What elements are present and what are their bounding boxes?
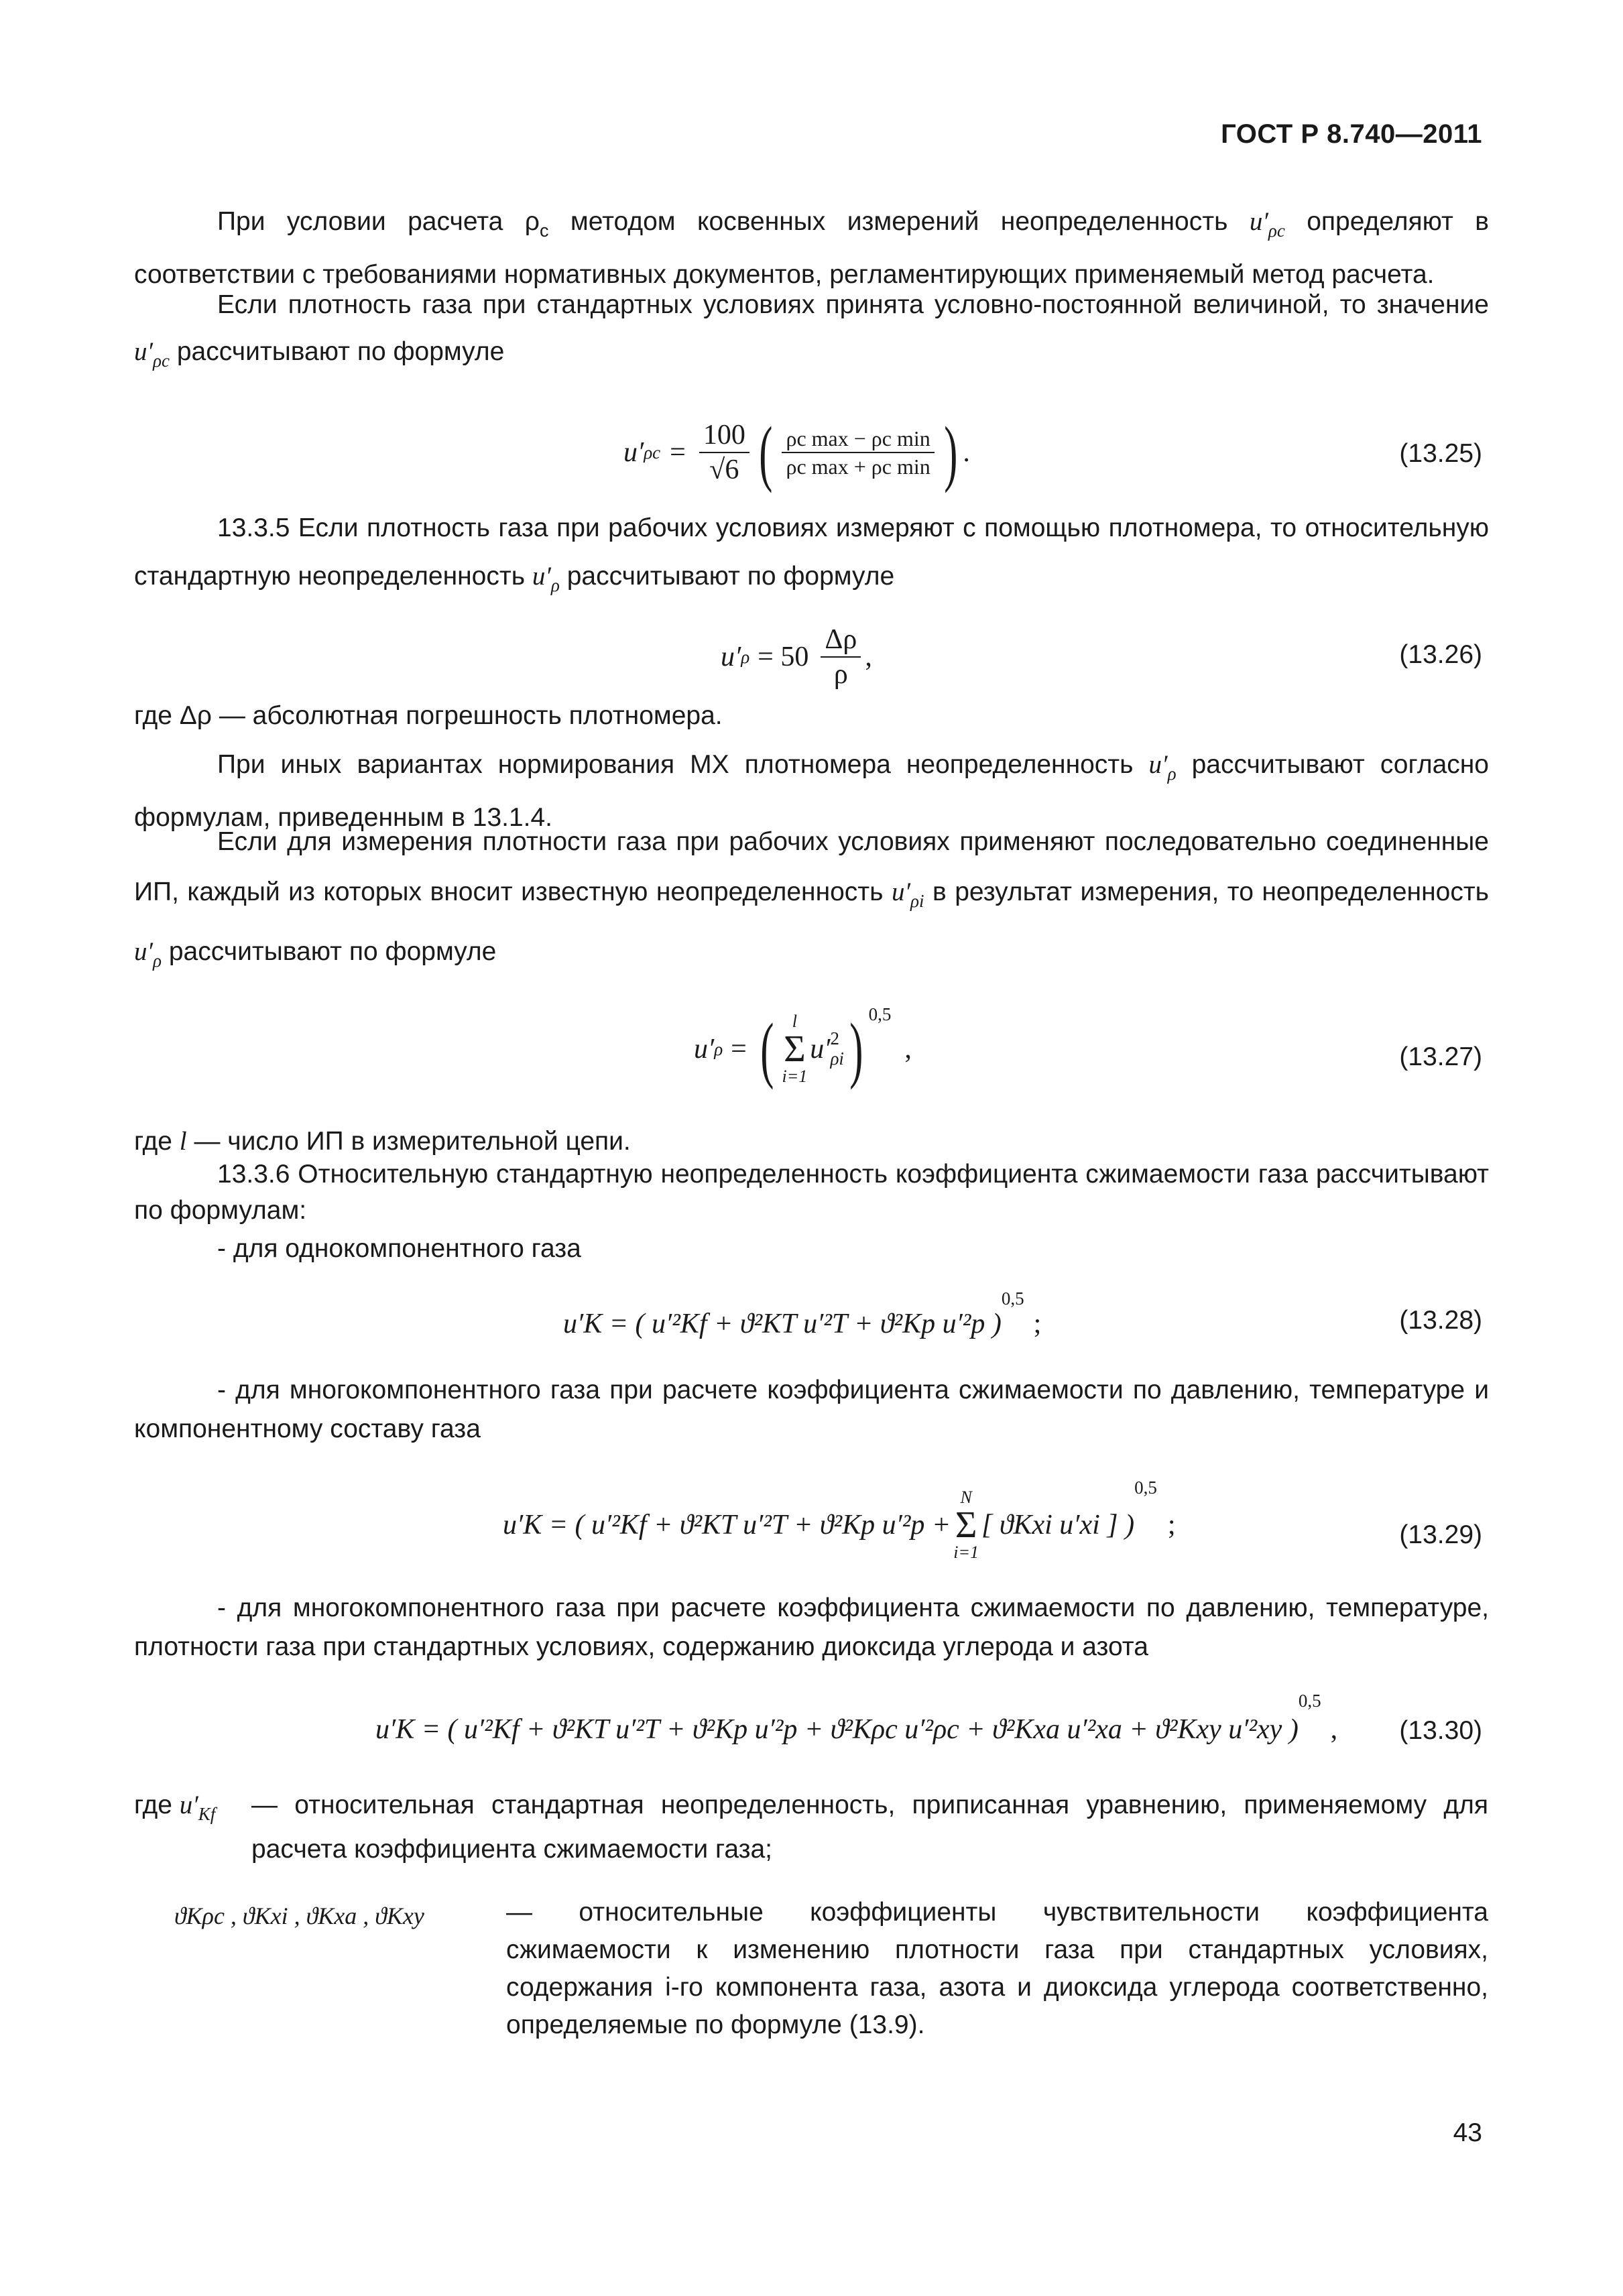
symbol-l: l — [179, 1127, 187, 1156]
equation-13-30 — [375, 1689, 1337, 1770]
numerator: ρс max − ρс min — [782, 428, 934, 453]
eq-sign: = 50 — [758, 642, 809, 672]
sum-term: u′ — [810, 1034, 831, 1065]
text: рассчитывают по формуле — [559, 562, 895, 591]
paragraph-4: где Δρ — абсолютная погрешность плотномера. — [134, 701, 723, 730]
fraction — [821, 625, 861, 688]
power: 0,5 — [1001, 1288, 1024, 1309]
page-number: 43 — [1453, 2118, 1482, 2147]
eq-number-13-30: (13.30) — [1399, 1716, 1482, 1745]
text: При условии расчета — [217, 207, 525, 236]
right-paren: ) — [943, 412, 958, 493]
text: Если плотность газа при стандартных условиях принята условно-постоянной величиной, то значение — [217, 290, 1489, 319]
eq-lhs: u′ — [694, 1034, 715, 1065]
paragraph-11: - для многокомпонентного газа при расчете коэффициента сжимаемости по давлению, температуре, плотности газа при стандартных условиях, содержанию диоксида углерода и азота — [134, 1593, 1489, 1661]
eq-number-13-27: (13.27) — [1399, 1042, 1482, 1071]
symbol-u: u′ — [1148, 750, 1168, 779]
eq-body: u′K = ( u′²Kf + ϑ²KT u′²T + ϑ²Kp u′²p + — [503, 1510, 951, 1540]
power: 0,5 — [868, 1004, 892, 1024]
eq-tail: . — [963, 437, 970, 468]
standard-header: ГОСТ Р 8.740—2011 — [1221, 119, 1482, 149]
symbol-u: u′ — [179, 1791, 198, 1819]
definition-2-symbols: ϑKρс , ϑKxi , ϑKxa , ϑKxy — [174, 1902, 424, 1929]
equation-13-25 — [623, 409, 970, 496]
subscript: ρс — [1268, 221, 1285, 241]
inner-fraction — [782, 428, 934, 477]
equation-13-29 — [503, 1475, 1176, 1575]
text: рассчитывают согласно формулам, приведенным в 13.1.4. — [134, 750, 1489, 832]
definition-1-text: — относительная стандартная неопределенность, приписанная уравнению, применяемому для расчета коэффициента сжимаемости газа; — [251, 1791, 1488, 1864]
power: 0,5 — [1134, 1477, 1157, 1498]
denominator: √6 — [709, 455, 739, 485]
numerator: Δρ — [821, 625, 861, 658]
subscript: с — [539, 221, 549, 241]
eq-lhs-sub: ρ — [741, 646, 750, 667]
equation-13-26 — [721, 620, 872, 694]
right-paren: ) — [849, 1008, 863, 1090]
eq-lhs: u′ — [623, 437, 644, 468]
superscript: 2 — [830, 1028, 839, 1049]
sum-upper: l — [792, 1012, 797, 1031]
text: в результат измерения, то неопределенность — [924, 878, 1489, 906]
subscript: ρ — [550, 575, 560, 595]
subscript: ρi — [910, 891, 924, 911]
eq-number-13-29: (13.29) — [1399, 1520, 1482, 1549]
definition-where-label — [134, 1783, 215, 1836]
eq-tail: , — [865, 642, 872, 672]
eq-number-13-26: (13.26) — [1399, 640, 1482, 669]
text: рассчитывают по формуле — [162, 937, 497, 966]
paragraph-10: - для многокомпонентного газа при расчете коэффициента сжимаемости по давлению, температуре и компонентному составу газа — [134, 1376, 1489, 1443]
eq-number-13-25: (13.25) — [1399, 439, 1482, 468]
paragraph-8: 13.3.6 Относительную стандартную неопределенность коэффициента сжимаемости газа рассчитывают по формулам: — [134, 1160, 1489, 1225]
sum-upper: N — [960, 1488, 972, 1507]
equation-13-27 — [694, 999, 912, 1099]
denominator: ρ — [833, 659, 848, 690]
text: При иных вариантах нормирования МХ плотномера неопределенность — [217, 750, 1149, 779]
summation — [953, 1489, 979, 1561]
paragraph-9: - для однокомпонентного газа — [217, 1234, 581, 1263]
eq-lhs: u′ — [721, 642, 741, 672]
eq-tail: , — [904, 1034, 912, 1065]
paragraph-2 — [134, 282, 1489, 384]
text: — число ИП в измерительной цепи. — [186, 1127, 631, 1156]
text: определяют в соответствии с требованиями нормативных документов, регламентирующих применяемый метод расчета. — [134, 207, 1489, 289]
paragraph-3 — [134, 504, 1489, 609]
subscript: ρ — [153, 951, 162, 971]
numerator: 100 — [699, 421, 749, 453]
eq-body: u′K = ( u′²Kf + ϑ²KT u′²T + ϑ²Kp u′²p ) — [563, 1309, 1002, 1339]
eq-lhs-sub: ρс — [644, 442, 661, 463]
left-paren: ( — [760, 1008, 774, 1090]
denominator: ρс max + ρс min — [786, 455, 930, 479]
symbol-u: u′ — [134, 937, 154, 966]
term-indices — [830, 1029, 843, 1069]
summation — [782, 1013, 807, 1085]
text: где — [134, 1127, 180, 1156]
eq-sign: = — [731, 1034, 747, 1065]
fraction — [699, 421, 749, 484]
symbol-u: u′ — [532, 562, 551, 591]
equation-13-28 — [563, 1287, 1041, 1361]
text: 13.3.5 Если плотность газа при рабочих условиях измеряют с помощью плотномера, то относительную стандартную неопределенность — [134, 513, 1489, 591]
eq-tail: , — [1330, 1714, 1338, 1745]
eq-lhs-sub: ρ — [714, 1038, 723, 1059]
eq-sign: = — [670, 437, 686, 468]
definition-2-text: — относительные коэффициенты чувствительности коэффициента сжимаемости к изменению плотности газа при стандартных условиях, содержания i-го компонента газа, азота и диоксида углерода соответственно, определяемые по формуле (13.9). — [506, 1898, 1488, 2039]
subscript: ρi — [830, 1048, 844, 1069]
sigma: Σ — [784, 1028, 806, 1070]
subscript: Kf — [198, 1804, 216, 1824]
sum-lower: i=1 — [782, 1067, 808, 1086]
symbol-u: u′ — [1249, 207, 1268, 236]
eq-tail: ; — [1167, 1510, 1176, 1540]
symbol-u: u′ — [891, 878, 911, 906]
sigma: Σ — [955, 1504, 977, 1546]
eq-body: u′K = ( u′²Kf + ϑ²KT u′²T + ϑ²Kp u′²p + ϑ²Kρс u′²ρс + ϑ²Kxa u′²xa + ϑ²Kxy u′²xy ) — [375, 1714, 1299, 1745]
symbol-rho: ρ — [524, 207, 540, 236]
text: Если для измерения плотности газа при рабочих условиях применяют последовательно соединенные ИП, каждый из которых вносит известную неопределенность — [134, 827, 1489, 906]
eq-number-13-28: (13.28) — [1399, 1306, 1482, 1335]
subscript: ρс — [153, 351, 170, 371]
paragraph-6 — [134, 817, 1489, 986]
text: где — [134, 1791, 172, 1819]
eq-tail: ; — [1033, 1309, 1042, 1339]
symbol-u: u′ — [134, 337, 154, 366]
eq-body: [ ϑKxi u′xi ] ) — [981, 1510, 1135, 1540]
sum-lower: i=1 — [953, 1543, 979, 1562]
power: 0,5 — [1298, 1691, 1321, 1711]
text: рассчитывают по формуле — [169, 337, 505, 366]
left-paren: ( — [759, 412, 773, 493]
subscript: ρ — [1167, 764, 1177, 784]
text: методом косвенных измерений неопределенность — [548, 207, 1250, 236]
